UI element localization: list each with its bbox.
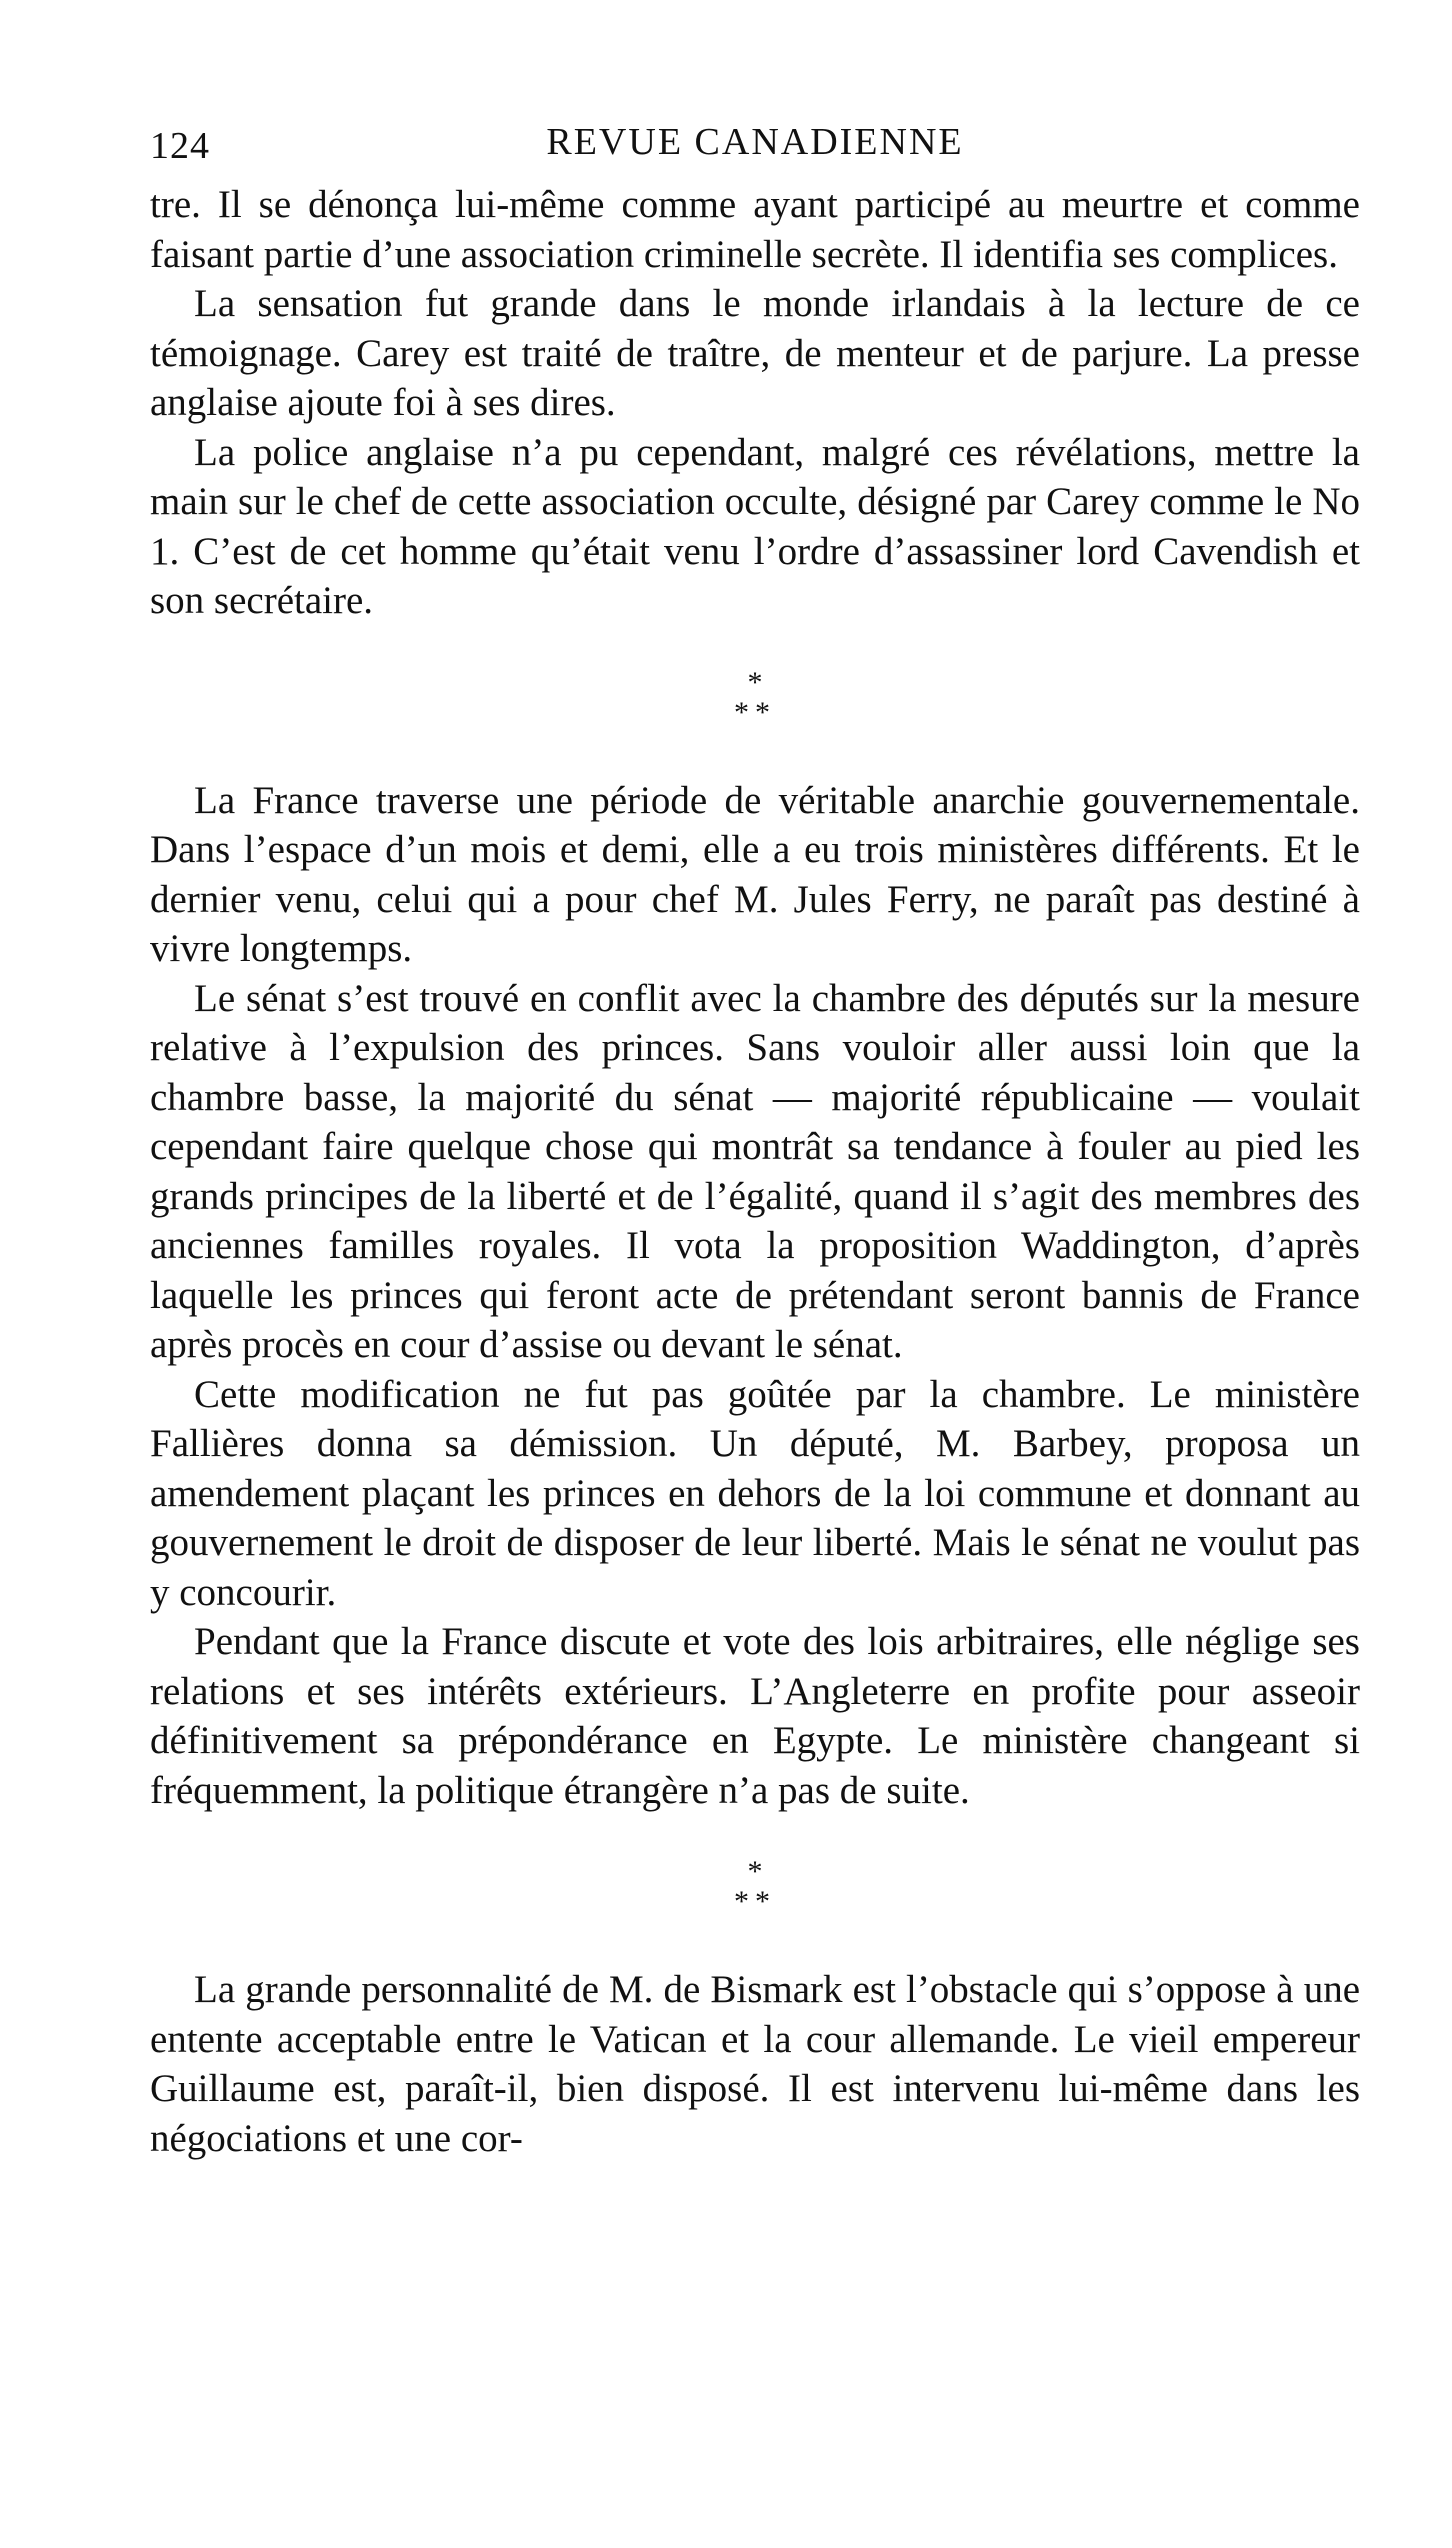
paragraph: La police anglaise n’a pu cependant, malgré ces révélations, mettre la main sur le chef de cette association occulte, désigné par Carey comme le No 1. C’est de cet homme qu’était venu l’ordre d’assassiner lord Cavendish et son secrétaire.	[150, 430, 1360, 622]
section-separator	[150, 1815, 1360, 1965]
book-page	[150, 110, 1360, 2163]
paragraph: tre. Il se dénonça lui-même comme ayant participé au meurtre et comme faisant partie d’une association criminelle secrète. Il identifia ses complices.	[150, 183, 1360, 276]
page-number: 124	[150, 125, 210, 167]
paragraph: La France traverse une période de véritable anarchie gouvernementale. Dans l’espace d’un mois et demi, elle a eu trois ministères différents. Et le dernier venu, celui qui a pour chef M. Jules Ferry, ne paraît pas destiné à vivre longtemps.	[150, 778, 1360, 970]
running-title: REVUE CANADIENNE	[546, 121, 964, 163]
paragraph: La grande personnalité de M. de Bismark est l’obstacle qui s’oppose à une entente acceptable entre le Vatican et la cour allemande. Le vieil empereur Guillaume est, paraît-il, bien disposé. Il est intervenu lui-même dans les négociations et une cor-	[150, 1968, 1360, 2160]
separator-stars: **	[734, 695, 776, 729]
paragraph: Cette modification ne fut pas goûtée par la chambre. Le ministère Fallières donna sa démission. Un député, M. Barbey, proposa un amendement plaçant les princes en dehors de la loi commune et donnant au gouvernement le droit de disposer de leur liberté. Mais le sénat ne voulut pas y concourir.	[150, 1372, 1360, 1614]
separator-star: *	[747, 1855, 763, 1888]
body-text	[150, 180, 1360, 2163]
separator-stars: **	[734, 1885, 776, 1918]
paragraph: La sensation fut grande dans le monde irlandais à la lecture de ce témoignage. Carey est traité de traître, de menteur et de parjure. La presse anglaise ajoute foi à ses dires.	[150, 282, 1360, 424]
section-separator	[150, 626, 1360, 776]
paragraph: Le sénat s’est trouvé en conflit avec la chambre des députés sur la mesure relative à l’expulsion des princes. Sans vouloir aller aussi loin que la chambre basse, la majorité du sénat — majorité républicaine — voulait cependant faire quelque chose qui montrât sa tendance à fouler au pied les grands principes de la liberté et de l’égalité, quand il s’agit des membres des anciennes familles royales. Il vota la proposition Waddington, d’après laquelle les princes qui feront acte de prétendant seront bannis de France après procès en cour d’assise ou devant le sénat.	[150, 976, 1360, 1366]
separator-star: *	[747, 665, 763, 699]
page-header	[150, 110, 1360, 180]
paragraph: Pendant que la France discute et vote des lois arbitraires, elle néglige ses relations et ses intérêts extérieurs. L’Angleterre en profite pour asseoir définitivement sa prépondérance en Egypte. Le ministère changeant si fréquemment, la politique étrangère n’a pas de suite.	[150, 1620, 1360, 1812]
